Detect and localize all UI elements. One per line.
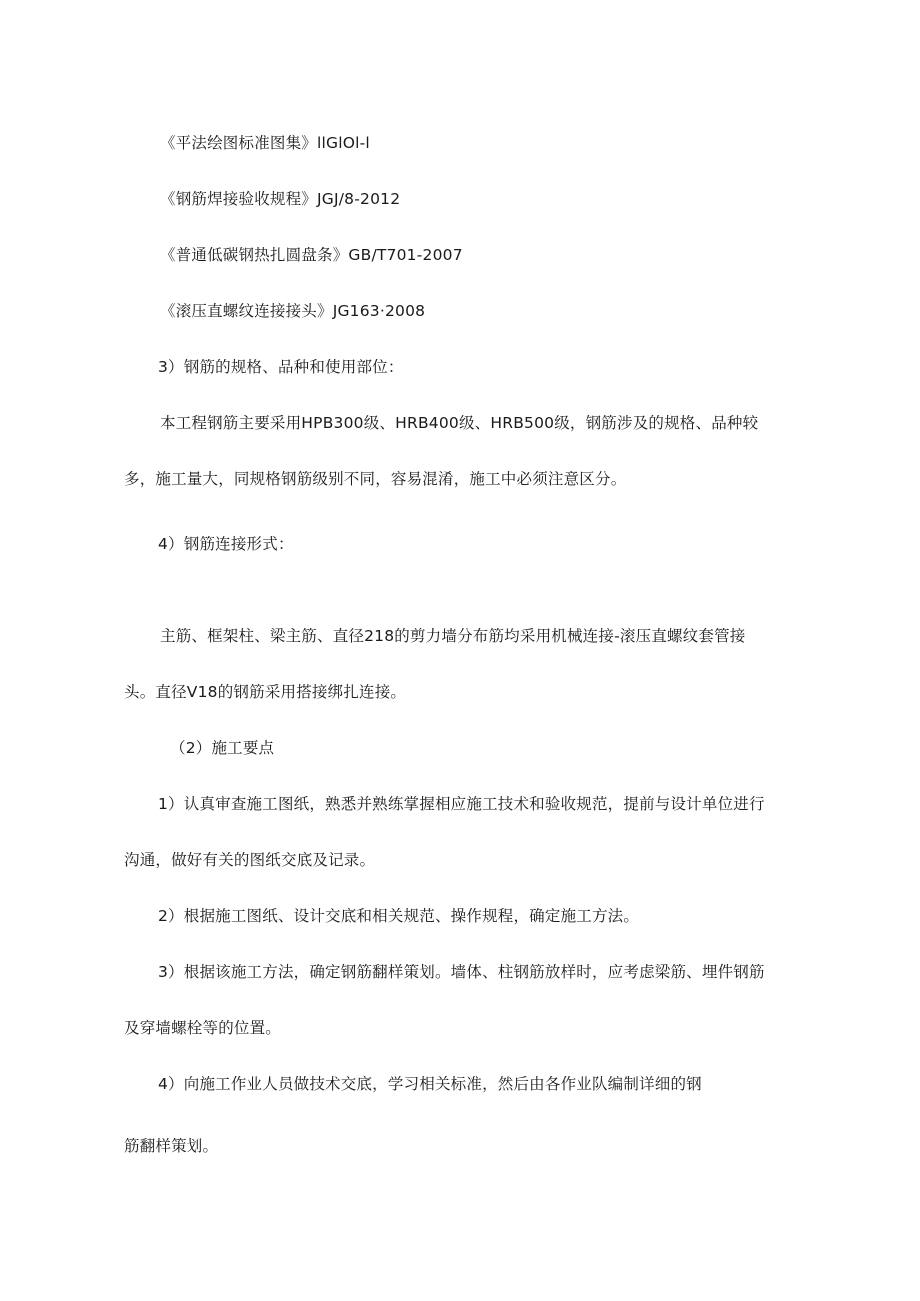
point-3-line-2: 及穿墙螺栓等的位置。 — [124, 1019, 282, 1037]
section-4-body-line-1: 主筋、框架柱、梁主筋、直径218的剪力墙分布筋均采用机械连接-滚压直螺纹套管接 — [160, 627, 746, 645]
section-3-heading: 3）钢筋的规格、品种和使用部位： — [158, 358, 404, 376]
reference-1: 《平法绘图标准图集》llGlOl-l — [160, 134, 370, 152]
point-1-line-2: 沟通，做好有关的图纸交底及记录。 — [124, 851, 376, 869]
section-3-body-line-1: 本工程钢筋主要采用HPB300级、HRB400级、HRB500级，钢筋涉及的规格、品种较 — [160, 414, 759, 432]
point-3-line-1: 3）根据该施工方法，确定钢筋翻样策划。墙体、柱钢筋放样时，应考虑梁筋、埋件钢筋 — [158, 963, 765, 981]
point-1-line-1: 1）认真审查施工图纸，熟悉并熟练掌握相应施工技术和验收规范，提前与设计单位进行 — [158, 795, 765, 813]
reference-2: 《钢筋焊接验收规程》JGJ/8-2012 — [160, 190, 401, 208]
section-4-body-line-2: 头。直径V18的钢筋采用搭接绑扎连接。 — [124, 683, 407, 701]
reference-3: 《普通低碳钢热扎圆盘条》GB/T701-2007 — [160, 246, 463, 264]
point-4-line-2: 筋翻样策划。 — [124, 1137, 219, 1155]
part-2-heading: （2）施工要点 — [170, 739, 275, 757]
reference-4: 《滚压直螺纹连接接头》JG163·2008 — [160, 302, 426, 320]
point-4-line-1: 4）向施工作业人员做技术交底，学习相关标准，然后由各作业队编制详细的钢 — [158, 1075, 702, 1093]
section-3-body-line-2: 多，施工量大，同规格钢筋级别不同，容易混淆，施工中必须注意区分。 — [124, 470, 627, 488]
point-2-line-1: 2）根据施工图纸、设计交底和相关规范、操作规程，确定施工方法。 — [158, 907, 640, 925]
section-4-heading: 4）钢筋连接形式： — [158, 535, 294, 553]
